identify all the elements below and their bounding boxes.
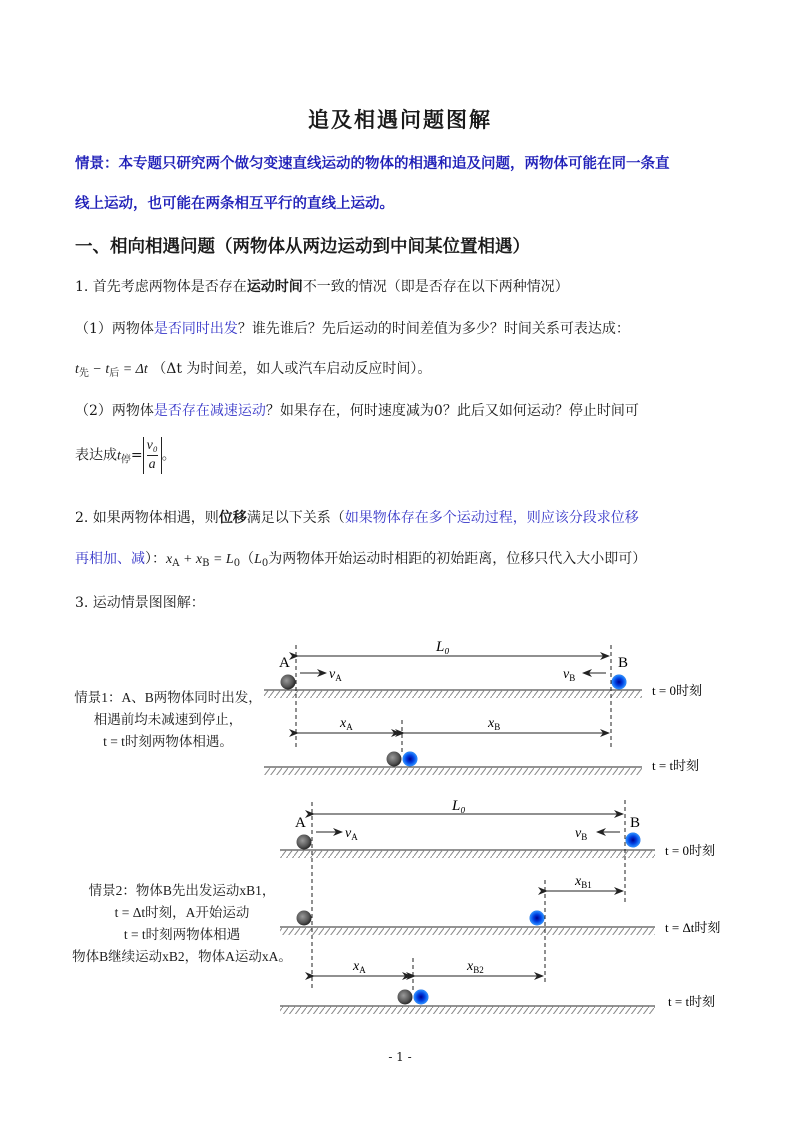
stop-t: t — [117, 448, 121, 464]
fraction-denominator: a — [148, 457, 156, 472]
time-label-2-tt: t = t时刻 — [668, 994, 716, 1009]
diagram-2 — [280, 798, 720, 1014]
formula-t: t — [75, 362, 79, 377]
diagram-1 — [264, 639, 702, 775]
L0-label: L₀ — [436, 639, 450, 655]
note-open: （ — [240, 551, 255, 567]
sub-1-highlight: 是否同时出发 — [153, 321, 238, 337]
formula-eq-l: = L — [209, 552, 234, 567]
section-heading: 一、相向相遇问题（两物体从两边运动到中间某位置相遇） — [75, 237, 530, 257]
sub-1-suffix: ？谁先谁后？先后运动的时间差值为多少？时间关系可表达成： — [237, 321, 630, 337]
vA-label: $v_A$ — [329, 667, 342, 683]
formula-sub-first: 先 — [78, 368, 89, 379]
formula-eq: = Δt — [119, 362, 148, 377]
formula-plus: + x — [179, 552, 203, 567]
time-label-1-tt: t = t时刻 — [652, 758, 700, 773]
label-a-2: A — [295, 815, 306, 831]
ground-2-tdt — [280, 927, 655, 935]
caption-2-line-1: 情景2：物体B先出发运动xB1， — [88, 883, 276, 898]
note-text: 为两物体开始运动时相距的初始距离，位移只代入大小即可） — [268, 551, 647, 567]
label-a: A — [279, 655, 290, 671]
page-title: 追及相遇问题图解 — [308, 107, 492, 132]
item-1-suffix: 不一致的情况（即是否存在以下两种情况） — [302, 279, 569, 295]
item-1-prefix: 1. 首先考虑两物体是否存在 — [75, 279, 247, 295]
xB-label: $x_B$ — [488, 716, 501, 732]
item-3: 3. 运动情景图图解： — [75, 595, 205, 611]
sub-1-prefix: （1）两物体 — [75, 321, 154, 337]
caption-2-line-2: t = Δt时刻，A开始运动 — [114, 905, 250, 920]
formula-x: x — [166, 552, 173, 567]
ball-b-tt — [403, 752, 418, 767]
formula-sub-a: A — [172, 558, 180, 569]
ball-a-t0 — [281, 675, 296, 690]
ball-b-2-t0 — [626, 833, 641, 848]
ground-2-tt — [280, 1006, 655, 1014]
label-b-2: B — [630, 815, 641, 831]
formula-sub-0: 0 — [233, 558, 241, 569]
note-l: L — [254, 552, 262, 567]
ball-a-2-tdt — [297, 911, 312, 926]
time-label-1-t0: t = 0时刻 — [652, 683, 702, 698]
note-sub: 0 — [261, 558, 269, 569]
formula-sub-later: 后 — [109, 368, 120, 379]
stop-prefix: 表达成 — [75, 447, 117, 464]
caption-2-line-3: t = t时刻两物体相遇 — [123, 927, 241, 942]
page-number: - 1 - — [388, 1050, 412, 1064]
ground-1-tt — [264, 767, 642, 775]
formula-note: （Δt 为时间差，如人或汽车启动反应时间）。 — [152, 361, 432, 377]
sub-2-highlight: 是否存在减速运动 — [153, 403, 266, 419]
ground-1-t0 — [264, 690, 642, 698]
item-2-bold: 位移 — [218, 510, 247, 526]
xB2-label: $x_{B2}$ — [467, 959, 484, 975]
sub-2-prefix: （2）两物体 — [75, 403, 154, 419]
ball-b-2-tt — [414, 990, 429, 1005]
time-label-2-tdt: t = Δt时刻 — [665, 920, 721, 935]
item-2-after: ）： — [145, 551, 166, 567]
label-b: B — [618, 655, 629, 671]
stop-sub: 停 — [120, 454, 131, 466]
caption-2-line-4: 物体B继续运动xB2，物体A运动xA。 — [72, 949, 292, 964]
formula-sub-b: B — [202, 558, 210, 569]
ball-b-2-tdt — [530, 911, 545, 926]
item-1-bold: 运动时间 — [246, 279, 303, 295]
ground-2-t0 — [280, 850, 655, 858]
item-2-mid: 满足以下关系（ — [246, 510, 345, 526]
xB1-label: $x_{B1}$ — [575, 874, 592, 890]
caption-1-line-3: t = t时刻两物体相遇。 — [103, 734, 233, 749]
formula-t-2: t — [105, 362, 110, 377]
ball-a-2-t0 — [297, 835, 312, 850]
vB-label: $v_B$ — [563, 667, 576, 683]
intro-line-2: 线上运动，也可能在两条相互平行的直线上运动。 — [75, 195, 394, 212]
ball-a-2-tt — [398, 990, 413, 1005]
stop-end: 。 — [161, 447, 176, 464]
item-2-highlight-2: 再相加、减 — [75, 551, 145, 567]
intro-line-1: 情景：本专题只研究两个做匀变速直线运动的物体的相遇和追及问题，两物体可能在同一条直 — [75, 155, 670, 172]
xA-label-2: $x_A$ — [353, 959, 366, 975]
caption-1-line-2: 相遇前均未减速到停止， — [93, 712, 243, 727]
item-2-prefix: 2. 如果两物体相遇，则 — [75, 510, 219, 526]
xA-label: $x_A$ — [340, 716, 353, 732]
stop-eq: = — [130, 447, 143, 464]
L0-label-2: L₀ — [452, 798, 466, 814]
caption-1-line-1: 情景1：A、B两物体同时出发， — [74, 690, 262, 705]
vB-label-2: $v_B$ — [575, 826, 588, 842]
item-2-highlight-1: 如果物体存在多个运动过程，则应该分段求位移 — [344, 510, 639, 526]
formula-minus: − — [88, 362, 106, 377]
sub-2-suffix: ？如果存在，何时速度减为0？此后又如何运动？停止时间可 — [265, 403, 639, 419]
ball-b-t0 — [612, 675, 627, 690]
time-label-2-t0: t = 0时刻 — [665, 843, 715, 858]
fraction-numerator: v₀ — [147, 437, 158, 456]
ball-a-tt — [387, 752, 402, 767]
vA-label-2: $v_A$ — [345, 826, 358, 842]
